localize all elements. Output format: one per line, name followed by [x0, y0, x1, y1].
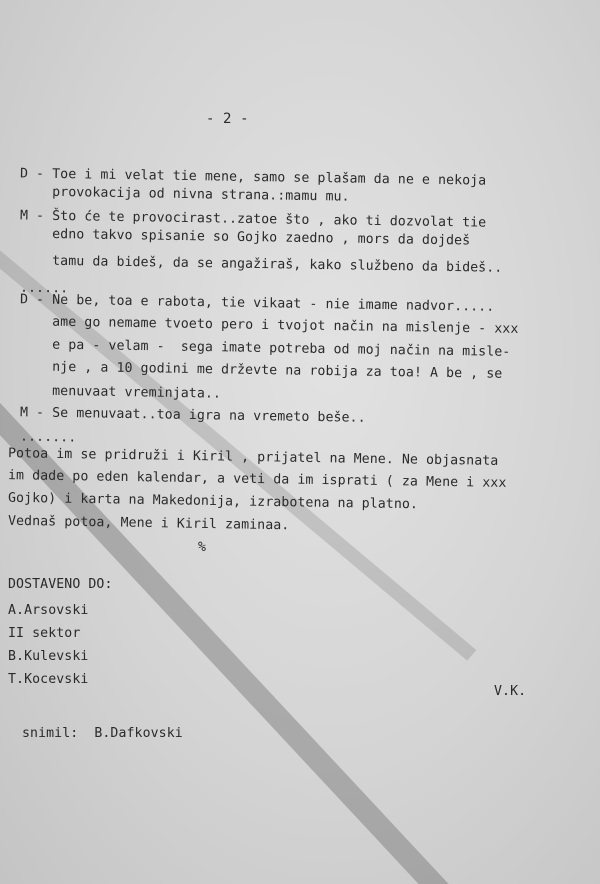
text-line: ame go nemame tvoeto pero i tvojot način na mislenje - xxx [19, 314, 519, 337]
distribution-header: DOSTAVENO DO: [8, 577, 113, 592]
text-line: nje , a 10 godini me drževte na robija za toa! A be , se [19, 359, 503, 382]
recipient: T.Kocevski [8, 672, 89, 687]
recipient: B.Kulevski [8, 649, 89, 664]
page-number: - 2 - [206, 111, 249, 127]
text-line: Gojko) i karta na Makedonija, izrabotena na platno. [7, 490, 419, 513]
scan-diagonal-stripe [0, 360, 600, 884]
text-line: D - Toe i mi velat tie mene, samo se plašam da ne e nekoja [19, 166, 487, 189]
recorded-by: snimil: B.Dafkovski [22, 726, 183, 741]
recipient: A.Arsovski [8, 603, 89, 618]
text-line: ...... [19, 280, 69, 297]
text-line: M - Što će te provocirast..zatoe što , ako ti dozvolat tie [19, 208, 487, 231]
text-line: D - Ne be, toa e rabota, tie vikaat - nie imame nadvor..... [19, 292, 495, 315]
text-line: menuvaat vreminjata.. [19, 383, 222, 402]
text-line: Potoa im se pridruži i Kiril , prijatel na Mene. Ne objasnata [7, 446, 499, 469]
text-line: tamu da bideš, da se angažiraš, kako službeno da bideš.. [19, 253, 503, 276]
text-line: ....... [19, 429, 77, 446]
text-line: im dade po eden kalendar, a veti da im isprati ( za Mene i xxx [7, 468, 507, 491]
text-line: e pa - velam - sega imate potreba od moj način na misle- [19, 337, 511, 360]
recipient: II sektor [8, 626, 81, 641]
text-line: Vednaš potoa, Mene i Kiril zaminaa. [7, 513, 290, 534]
text-line: M - Se menuvaat..toa igra na vremeto beše.. [19, 405, 366, 426]
text-line: provokacija od nivna strana.:mamu mu. [19, 184, 350, 205]
initials: V.K. [494, 684, 527, 699]
handwritten-mark: % [198, 540, 207, 555]
text-line: edno takvo spisanie so Gojko zaedno , mors da dojdeš [19, 226, 471, 249]
